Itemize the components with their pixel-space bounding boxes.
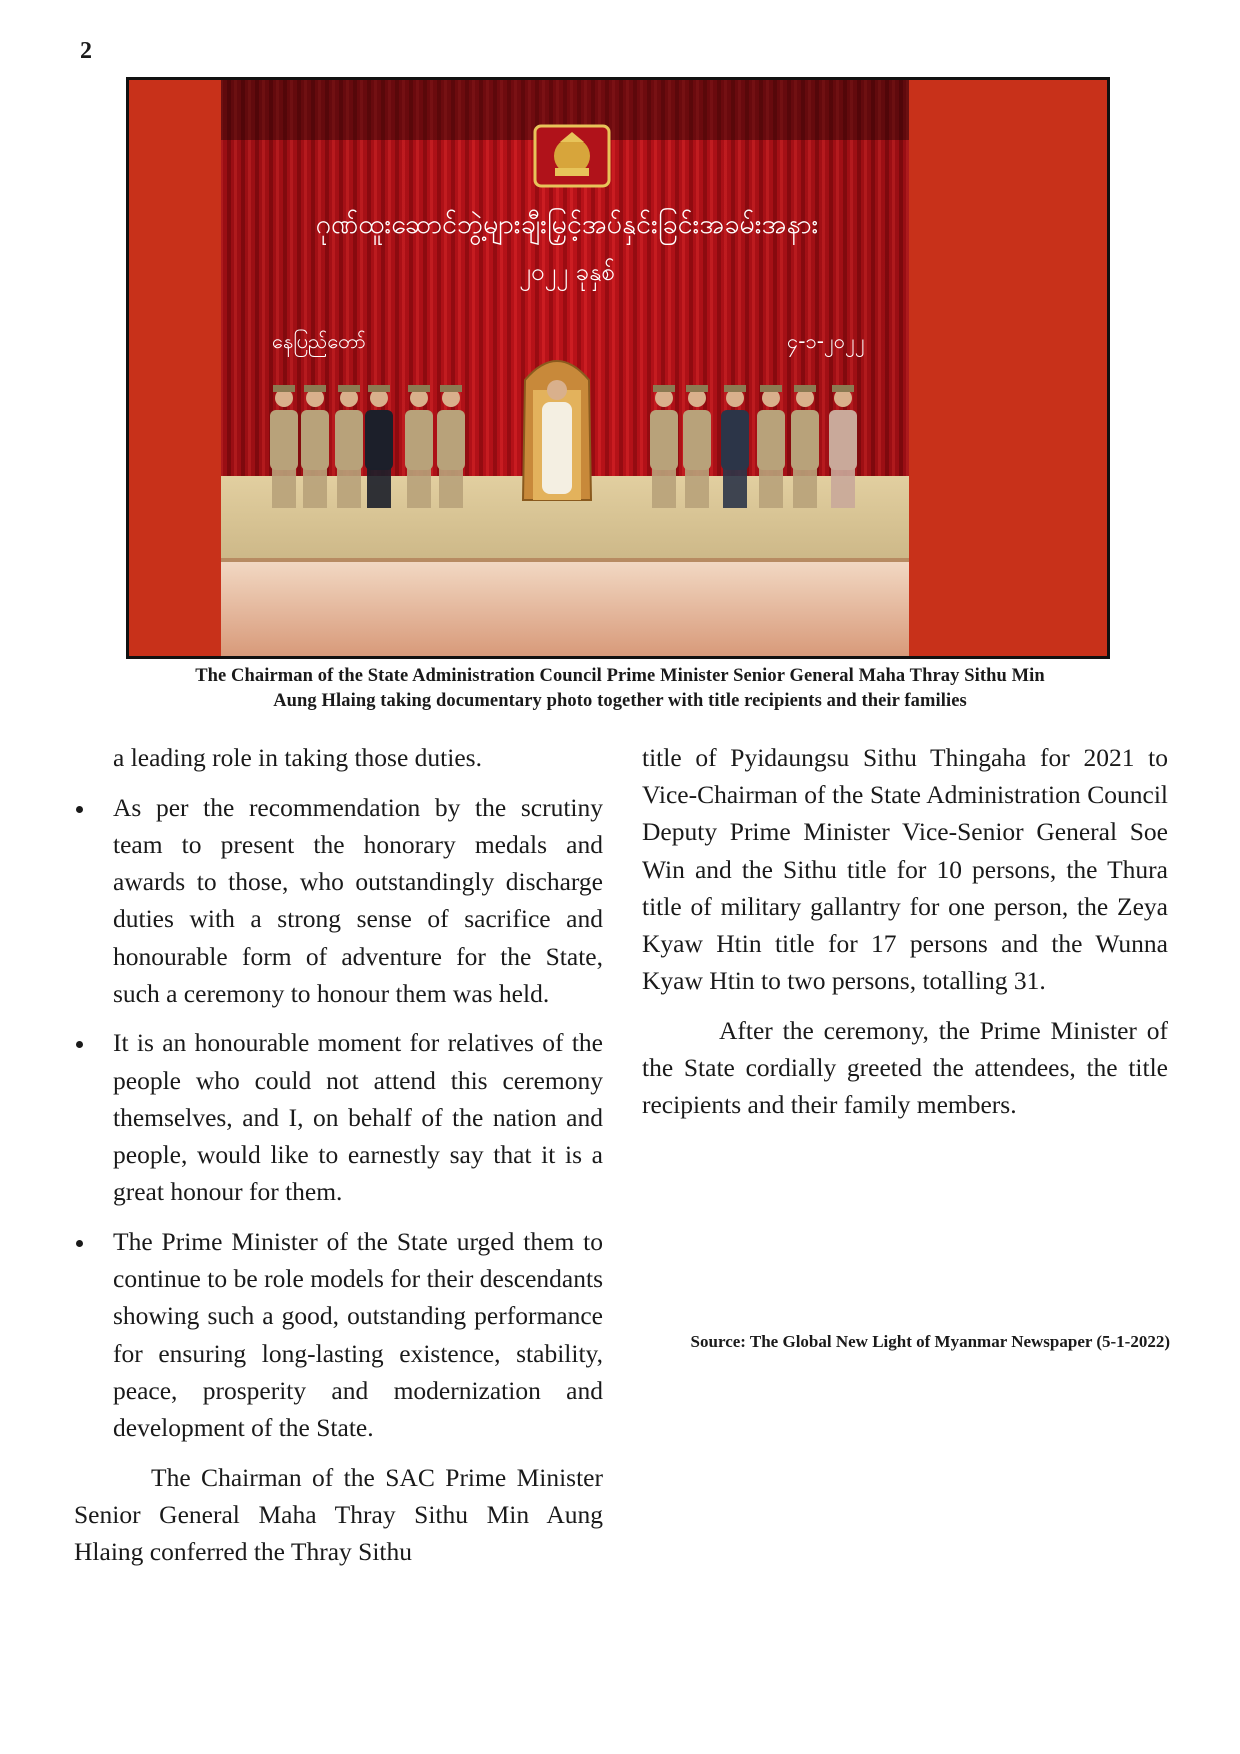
page-number: 2 bbox=[80, 38, 92, 64]
caption-line-1: The Chairman of the State Administration Council Prime Minister Senior General Maha Thray Sithu Min bbox=[195, 666, 1045, 686]
caption-line-2: Aung Hlaing taking documentary photo together with title recipients and their families bbox=[273, 691, 967, 711]
greeting-paragraph: After the ceremony, the Prime Minister of the State cordially greeted the attendees, the title recipients and their family members. bbox=[642, 1015, 1168, 1120]
conferral-paragraph: The Chairman of the SAC Prime Minister Senior General Maha Thray Sithu Min Aung Hlaing conferred the Thray Sithu bbox=[74, 1462, 603, 1567]
banner-location: နေပြည်တော် bbox=[272, 329, 366, 353]
continued-sentence: a leading role in taking those duties. bbox=[113, 743, 482, 772]
left-column bbox=[74, 739, 603, 1570]
bullet-list bbox=[74, 789, 603, 1446]
bullet-icon bbox=[76, 806, 83, 813]
right-column bbox=[642, 739, 1168, 1124]
bullet-text: It is an honourable moment for relatives of the people who could not attend this ceremony themselves, and I, on behalf of the nation and people, would like to earnestly say that it is a great honour for them. bbox=[113, 1028, 603, 1207]
banner-year: ၂၀၂၂ ခုနှစ် bbox=[519, 258, 615, 286]
bullet-icon bbox=[76, 1041, 83, 1048]
photo-caption bbox=[120, 664, 1120, 714]
bullet-icon bbox=[76, 1240, 83, 1247]
ceremony-photo bbox=[126, 77, 1110, 659]
bullet-text: The Prime Minister of the State urged them to continue to be role models for their descendants showing such a good, outstanding performance for ensuring long-lasting existence, stability, peace, prosperity and modernization and development of the State. bbox=[113, 1226, 603, 1442]
titles-paragraph: title of Pyidaungsu Sithu Thingaha for 2021 to Vice-Chairman of the State Administration Council Deputy Prime Minister Vice-Senior General Soe Win and the Sithu title for 10 persons, the Thura title of military gallantry for one person, the Zeya Kyaw Htin title for 17 persons and the Wunna Kyaw Htin to two persons, totalling 31. bbox=[642, 743, 1168, 996]
state-emblem-icon bbox=[535, 126, 609, 186]
bullet-item bbox=[74, 1223, 603, 1446]
bullet-item bbox=[74, 1024, 603, 1210]
bullet-item bbox=[74, 789, 603, 1012]
banner-date: ၄-၁-၂၀၂၂ bbox=[787, 329, 865, 353]
banner-title: ဂုဏ်ထူးဆောင်ဘွဲ့များချီးမြှင့်အပ်နှင်းခြင်းအခမ်းအနား bbox=[315, 209, 819, 240]
source-credit: Source: The Global New Light of Myanmar Newspaper (5-1-2022) bbox=[690, 1332, 1170, 1351]
bullet-text: As per the recommendation by the scrutiny team to present the honorary medals and awards to those, who outstandingly discharge duties with a strong sense of sacrifice and honourable form of adventure for the State, such a ceremony to honour them was held. bbox=[113, 792, 603, 1008]
